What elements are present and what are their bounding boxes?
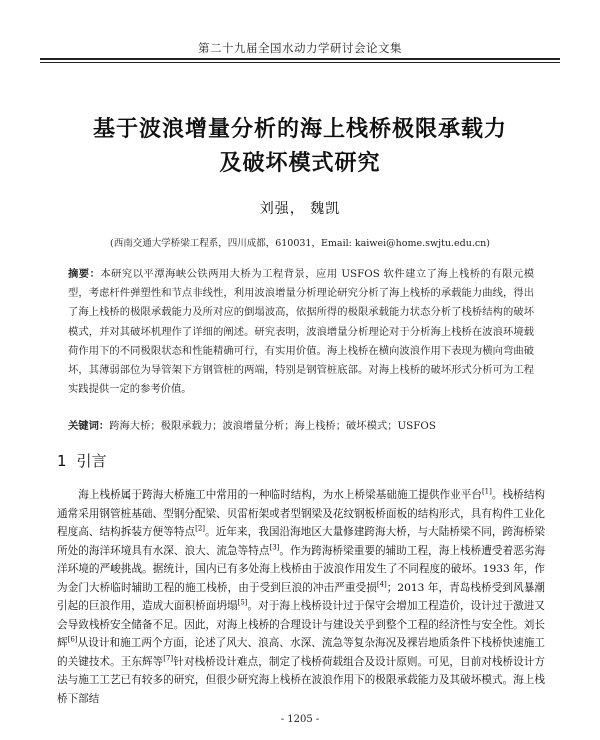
affiliation: (西南交通大学桥梁工程系，四川成都，610031，Email: kaiwei@home.swjtu.edu.cn): [109, 238, 490, 249]
keywords: [68, 417, 534, 436]
citation-ref: [3]: [269, 542, 280, 551]
abstract: [68, 265, 534, 399]
abstract-text: 本研究以平潭海峡公铁两用大桥为工程背景，应用 USFOS 软件建立了海上栈桥的有限元模型，考虑杆件弹塑性和节点非线性，利用波浪增量分析理论研究分析了海上栈桥的承载能力曲线，得出了海上栈桥的极限承载能力及所对应的倒塌波高，依据所得的极限承载能力状态分析了栈桥结构的破坏模式，并对其破坏机理作了详细的阐述。研究表明，波浪增量分析理论对于分析海上栈桥在波浪环境载荷作用下的不同极限状态和性能精确可行，有实用价值。海上栈桥在横向波浪作用下表现为横向弯曲破坏，其薄弱部位为导管架下方钢管桩的两端，特别是钢管桩底部。对海上栈桥的破坏形式分析可为工程实践提供一定的参考价值。: [68, 268, 535, 396]
citation-ref: [7]: [163, 653, 174, 662]
section-number: 1: [57, 452, 67, 470]
header-rule-top: [40, 58, 560, 60]
header-rule-bottom: [40, 62, 560, 63]
section-title: 引言: [76, 452, 107, 470]
paper-title-line-2: 及破坏模式研究: [219, 151, 381, 176]
citation-ref: [4]: [376, 579, 387, 588]
body-text-7: 从设计和施工两个方面，论述了风大、浪高、水深、流急等复杂海况及裸岩地质条件下栈桥快速施工的关键技术。王东辉等: [57, 637, 545, 668]
citation-ref: [2]: [195, 524, 206, 533]
authors: 刘强， 魏凯: [259, 201, 341, 217]
body-text-1: 海上栈桥属于跨海大桥施工中常用的一种临时结构，为水上桥梁基础施工提供作业平台: [78, 489, 482, 501]
body-text-8: 针对栈桥设计难点，制定了栈桥荷载组合及设计原则。可见，目前对栈桥设计方法与施工工艺已有较多的研究，但很少研究海上栈桥在波浪作用下的极限承载能力及其破坏模式。海上栈桥下部结: [57, 655, 546, 705]
citation-ref: [1]: [481, 487, 492, 496]
body-text-6: 。对于海上栈桥设计过于保守会增加工程造价，设计过于激进又会导致栈桥安全储备不足。因此，对海上栈桥的合理设计与建设关乎到整个工程的经济性与安全性。刘长辉: [57, 600, 545, 649]
keywords-text: 跨海大桥；极限承载力；波浪增量分析；海上栈桥；破坏模式；USFOS: [109, 420, 436, 432]
body-paragraph: [57, 486, 545, 708]
abstract-label: 摘要：: [68, 268, 101, 280]
citation-ref: [6]: [67, 635, 78, 644]
citation-ref: [5]: [237, 598, 248, 607]
body-text-3: 。近年来，我国沿海地区大量修建跨海大桥，与大陆桥梁不同，跨海桥梁所处的海洋环境具有水深、浪大、流急等特点: [57, 526, 546, 557]
body-text-5: ；2013 年，青岛栈桥受到风暴潮引起的巨浪作用，造成大面积桥面坍塌: [57, 581, 546, 612]
body-text-2: 。栈桥结构通常采用钢管桩基础、型钢分配梁、贝雷桁架或者型钢梁及花纹钢板桥面板的结构形式，具有构件工业化程度高、结构拆装方便等特点: [57, 489, 546, 538]
section-heading: [57, 450, 107, 471]
keywords-label: 关键词：: [68, 420, 110, 432]
page-number: - 1205 -: [280, 714, 320, 725]
running-header: 第二十九届全国水动力学研讨会论文集: [198, 41, 402, 55]
paper-title-line-1: 基于波浪增量分析的海上栈桥极限承载力: [92, 117, 507, 142]
body-text-4: 。作为跨海桥梁重要的辅助工程，海上栈桥遭受着恶劣海洋环境的严峻挑战。据统计，国内已有多处海上栈桥由于波浪作用发生了不同程度的破坏。1933 年，作为金门大桥临时辅助工程的施工栈桥，由于受到巨浪的冲击严重受损: [57, 544, 546, 594]
